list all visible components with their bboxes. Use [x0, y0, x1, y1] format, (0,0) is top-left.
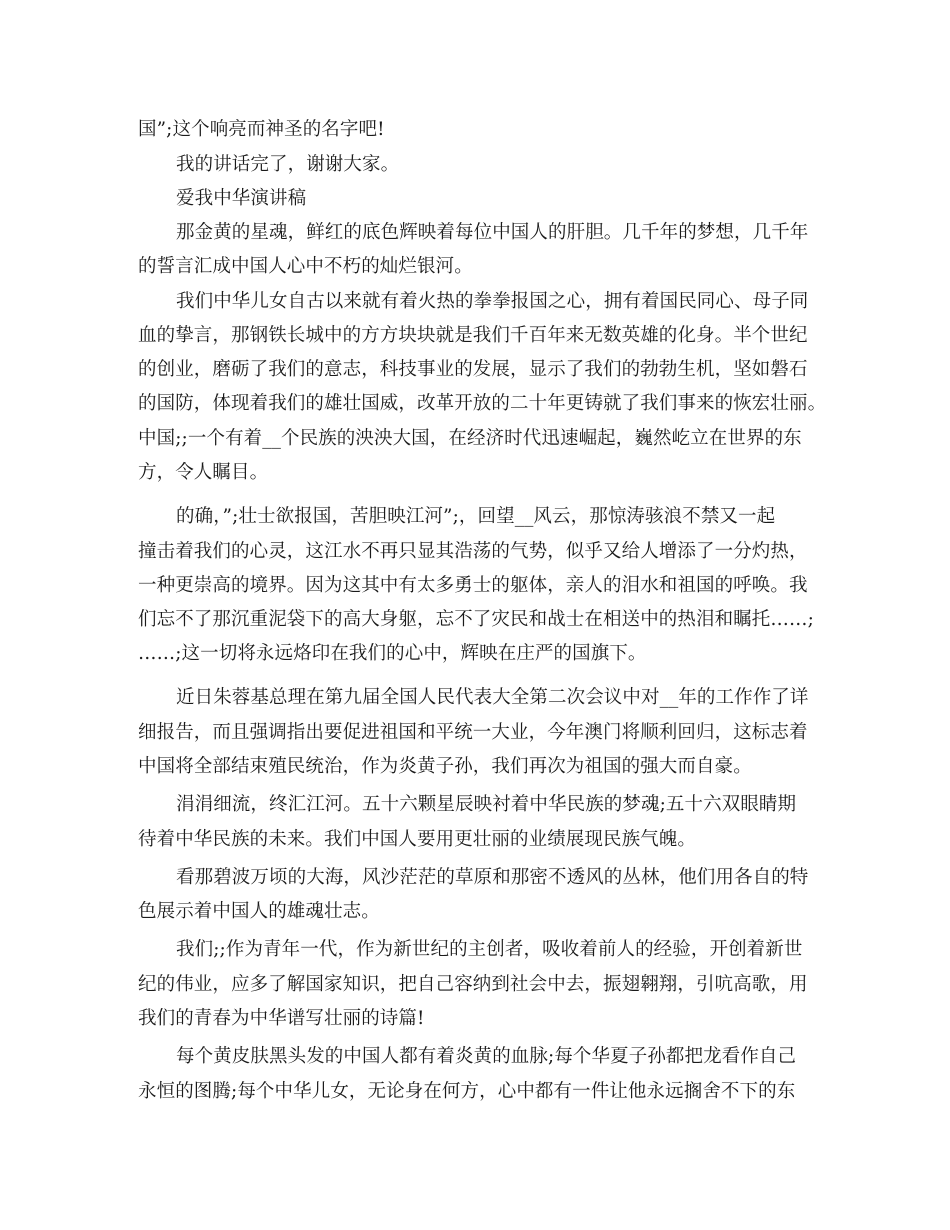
text-line: 我的讲话完了，谢谢大家。 [176, 154, 400, 175]
text-line: 我们中华儿女自古以来就有着火热的拳拳报国之心，拥有着国民同心、母子同 [176, 291, 809, 312]
text-line: 们忘不了那沉重泥袋下的高大身躯，忘不了灾民和战士在相送中的热泪和瞩托……; [138, 609, 814, 630]
text-line: 的创业，磨砺了我们的意志，科技事业的发展，显示了我们的勃勃生机，坚如磐石 [138, 359, 808, 380]
text-line: 近日朱蓉基总理在第九届全国人民代表大全第二次会议中对__年的工作作了详 [176, 687, 809, 708]
text-line: 国”;这个响亮而神圣的名字吧! [138, 119, 385, 140]
text-line: 撞击着我们的心灵，这江水不再只显其浩荡的气势，似乎又给人增添了一分灼热， [138, 541, 808, 562]
text-line: 的确，”;壮士欲报国，苦胆映江河”;，回望__风云，那惊涛骇浪不禁又一起 [176, 506, 776, 527]
text-line: 永恒的图腾;每个中华儿女，无论身在何方，心中都有一件让他永远搁舍不下的东 [138, 1081, 796, 1102]
text-line: 中国;;一个有着__个民族的泱泱大国，在经济时代迅速崛起，巍然屹立在世界的东 [138, 428, 802, 449]
text-line: 血的挚言，那钢铁长城中的方方块块就是我们千百年来无数英雄的化身。半个世纪 [138, 325, 808, 346]
text-line: 的国防，体现着我们的雄壮国威，改革开放的二十年更铸就了我们事来的恢宏壮丽。 [138, 393, 827, 414]
text-line: 方，令人瞩目。 [138, 462, 269, 483]
text-line: 看那碧波万顷的大海，风沙茫茫的草原和那密不透风的丛林，他们用各自的特 [176, 867, 809, 888]
text-line: 我们;;作为青年一代，作为新世纪的主创者，吸收着前人的经验，开创着新世 [176, 939, 803, 960]
text-line: 涓涓细流，终汇江河。五十六颗星辰映衬着中华民族的梦魂;五十六双眼睛期 [176, 794, 797, 815]
text-line: 那金黄的星魂，鲜红的底色辉映着每位中国人的肝胆。几千年的梦想，几千年 [176, 222, 809, 243]
text-line: 细报告，而且强调指出要促进祖国和平统一大业，今年澳门将顺利回归，这标志着 [138, 722, 808, 743]
text-line: 的誓言汇成中国人心中不朽的灿烂银河。 [138, 256, 473, 277]
text-line: 色展示着中国人的雄魂壮志。 [138, 901, 380, 922]
text-line: 我们的青春为中华谱写壮丽的诗篇! [138, 1008, 425, 1029]
text-line: ……;这一切将永远烙印在我们的心中，辉映在庄严的国旗下。 [138, 643, 647, 664]
text-line: 中国将全部结束殖民统治，作为炎黄子孙，我们再次为祖国的强大而自豪。 [138, 756, 752, 777]
text-line: 每个黄皮肤黑头发的中国人都有着炎黄的血脉;每个华夏子孙都把龙看作自己 [176, 1046, 797, 1067]
text-line: 一种更崇高的境界。因为这其中有太多勇士的躯体，亲人的泪水和祖国的呼唤。我 [138, 575, 808, 596]
text-line: 纪的伟业，应多了解国家知识，把自己容纳到社会中去，振翅翱翔，引吭高歌，用 [138, 974, 808, 995]
text-line: 爱我中华演讲稿 [176, 188, 307, 209]
text-line: 待着中华民族的未来。我们中国人要用更壮丽的业绩展现民族气魄。 [138, 829, 697, 850]
